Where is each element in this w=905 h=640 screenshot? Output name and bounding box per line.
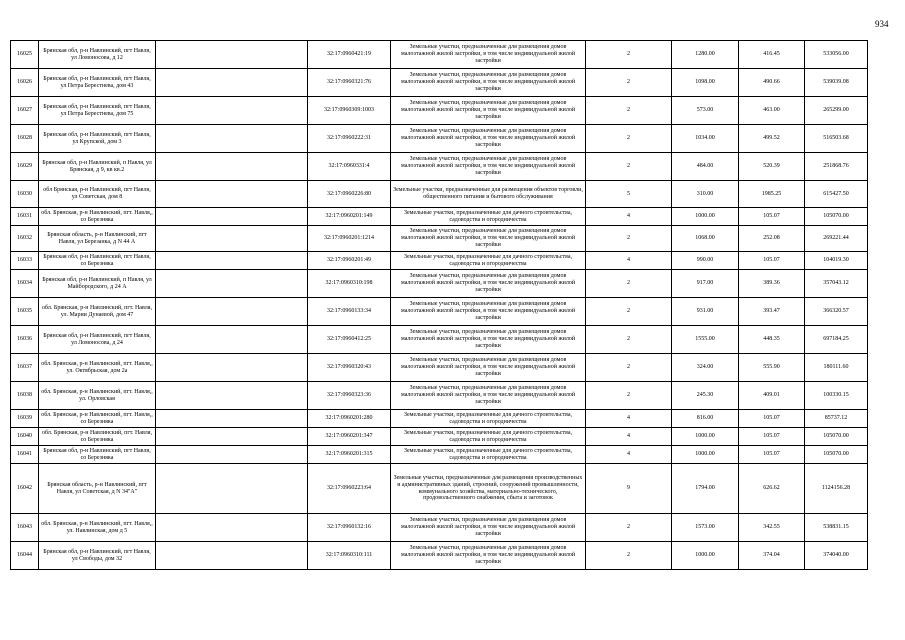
category-cell: 2 <box>586 153 672 181</box>
land-use-cell: Земельные участки, предназначенные для размещения домов малоэтажной жилой застройки, в том числе индивидуальной жилой застройки <box>391 354 586 382</box>
blank-cell <box>156 354 308 382</box>
address-cell: обл. Брянская, р-н Навлинский, пгт. Навля,, со Березняка <box>39 208 156 226</box>
area-cell: 1000.00 <box>672 446 739 464</box>
land-use-cell: Земельные участки, предназначенные для размещения домов малоэтажной жилой застройки, в том числе индивидуальной жилой застройки <box>391 153 586 181</box>
address-cell: Брянская обл, р-н Навлинский, пгт Навля, ул Петра Берестнева, дом 43 <box>39 69 156 97</box>
area-cell: 931.00 <box>672 298 739 326</box>
cadastral-value-cell: 516503.68 <box>805 125 868 153</box>
table-row <box>11 428 868 446</box>
area-cell: 1555.00 <box>672 326 739 354</box>
cadastral-value-cell: 1124156.28 <box>805 464 868 514</box>
cadastral-value-cell: 85737.12 <box>805 410 868 428</box>
cadastral-value-cell: 251868.76 <box>805 153 868 181</box>
table-row <box>11 446 868 464</box>
specific-value-cell: 105.07 <box>739 252 805 270</box>
cadastral-value-cell: 265299.00 <box>805 97 868 125</box>
table-row <box>11 97 868 125</box>
cadastral-number-cell: 32:17:0960226:80 <box>308 181 391 208</box>
specific-value-cell: 448.35 <box>739 326 805 354</box>
cadastral-value-cell: 615427.50 <box>805 181 868 208</box>
category-cell: 2 <box>586 298 672 326</box>
area-cell: 1573.00 <box>672 514 739 542</box>
category-cell: 2 <box>586 542 672 570</box>
cadastral-number-cell: 32:17:0960201:49 <box>308 252 391 270</box>
cadastral-number-cell: 32:17:0960320:43 <box>308 354 391 382</box>
blank-cell <box>156 97 308 125</box>
cadastral-number-cell: 32:17:0960412:25 <box>308 326 391 354</box>
row-number-cell: 16044 <box>11 542 39 570</box>
specific-value-cell: 389.36 <box>739 270 805 298</box>
specific-value-cell: 105.07 <box>739 208 805 226</box>
blank-cell <box>156 208 308 226</box>
area-cell: 1068.00 <box>672 226 739 252</box>
category-cell: 2 <box>586 226 672 252</box>
specific-value-cell: 105.07 <box>739 446 805 464</box>
table-row <box>11 226 868 252</box>
specific-value-cell: 520.39 <box>739 153 805 181</box>
address-cell: Брянская обл, р-н Навлинский, пгт Навля, ул Ломоносова, д 24 <box>39 326 156 354</box>
table-body <box>11 41 868 570</box>
row-number-cell: 16043 <box>11 514 39 542</box>
category-cell: 2 <box>586 270 672 298</box>
land-use-cell: Земельные участки, предназначенные для размещения домов малоэтажной жилой застройки, в том числе индивидуальной жилой застройки <box>391 125 586 153</box>
category-cell: 2 <box>586 382 672 410</box>
row-number-cell: 16033 <box>11 252 39 270</box>
category-cell: 4 <box>586 252 672 270</box>
land-use-cell: Земельные участки, предназначенные для дачного строительства, садоводства и огородничества <box>391 252 586 270</box>
blank-cell <box>156 428 308 446</box>
cadastral-number-cell: 32:17:0960310:111 <box>308 542 391 570</box>
area-cell: 324.00 <box>672 354 739 382</box>
land-use-cell: Земельные участки, предназначенные для дачного строительства, садоводства и огородничества <box>391 410 586 428</box>
land-use-cell: Земельные участки, предназначенные для размещения домов малоэтажной жилой застройки, в том числе индивидуальной жилой застройки <box>391 326 586 354</box>
cadastral-number-cell: 32:17:0960132:16 <box>308 514 391 542</box>
specific-value-cell: 105.07 <box>739 410 805 428</box>
cadastral-value-cell: 105070.00 <box>805 208 868 226</box>
row-number-cell: 16029 <box>11 153 39 181</box>
cadastral-value-cell: 366320.57 <box>805 298 868 326</box>
area-cell: 1034.00 <box>672 125 739 153</box>
category-cell: 5 <box>586 181 672 208</box>
category-cell: 2 <box>586 69 672 97</box>
blank-cell <box>156 153 308 181</box>
category-cell: 2 <box>586 354 672 382</box>
cadastral-value-cell: 105070.00 <box>805 446 868 464</box>
land-use-cell: Земельные участки, предназначенные для размещения домов малоэтажной жилой застройки, в том числе индивидуальной жилой застройки <box>391 69 586 97</box>
specific-value-cell: 416.45 <box>739 41 805 69</box>
row-number-cell: 16032 <box>11 226 39 252</box>
area-cell: 990.00 <box>672 252 739 270</box>
row-number-cell: 16041 <box>11 446 39 464</box>
specific-value-cell: 342.55 <box>739 514 805 542</box>
blank-cell <box>156 514 308 542</box>
table-row <box>11 326 868 354</box>
blank-cell <box>156 542 308 570</box>
address-cell: обл. Брянская, р-н Навлинский, пгт. Навля,, ул. Навлинская, дом д 5 <box>39 514 156 542</box>
area-cell: 573.00 <box>672 97 739 125</box>
cadastral-value-cell: 100330.15 <box>805 382 868 410</box>
category-cell: 2 <box>586 97 672 125</box>
land-use-cell: Земельные участки, предназначенные для дачного строительства, садоводства и огородничества <box>391 208 586 226</box>
cadastral-number-cell: 32:17:0960201:149 <box>308 208 391 226</box>
land-use-cell: Земельные участки, предназначенные для дачного строительства, садоводства и огородничества <box>391 428 586 446</box>
category-cell: 4 <box>586 446 672 464</box>
specific-value-cell: 490.66 <box>739 69 805 97</box>
cadastral-value-cell: 105070.00 <box>805 428 868 446</box>
cadastral-number-cell: 32:17:0960310:198 <box>308 270 391 298</box>
row-number-cell: 16028 <box>11 125 39 153</box>
specific-value-cell: 555.90 <box>739 354 805 382</box>
address-cell: Брянская обл, р-н Навлинский, пгт Навля, ул Крупской, дом 3 <box>39 125 156 153</box>
land-use-cell: Земельные участки, предназначенные для размещения домов малоэтажной жилой застройки, в том числе индивидуальной жилой застройки <box>391 382 586 410</box>
row-number-cell: 16027 <box>11 97 39 125</box>
row-number-cell: 16038 <box>11 382 39 410</box>
row-number-cell: 16031 <box>11 208 39 226</box>
cadastral-number-cell: 32:17:0960421:19 <box>308 41 391 69</box>
cadastral-value-cell: 539039.08 <box>805 69 868 97</box>
land-use-cell: Земельные участки, предназначенные для размещения домов малоэтажной жилой застройки, в том числе индивидуальной жилой застройки <box>391 226 586 252</box>
address-cell: Брянская обл, р-н Навлинский, пгт Навля, ул Ломоносова, д 12 <box>39 41 156 69</box>
land-use-cell: Земельные участки, предназначенные для размещения производственных и административных зданий, строений, сооружений промышленности, коммунального хозяйства, материально-технического, продовольственного снабжения, сбыта и заготовок <box>391 464 586 514</box>
category-cell: 2 <box>586 514 672 542</box>
category-cell: 2 <box>586 326 672 354</box>
table-row <box>11 41 868 69</box>
blank-cell <box>156 298 308 326</box>
land-use-cell: Земельные участки, предназначенные для размещения домов малоэтажной жилой застройки, в том числе индивидуальной жилой застройки <box>391 97 586 125</box>
table-row <box>11 298 868 326</box>
table-row <box>11 153 868 181</box>
address-cell: Брянская область, р-н Навлинский, пгт Навля, ул Советская, д N 34"А" <box>39 464 156 514</box>
blank-cell <box>156 125 308 153</box>
blank-cell <box>156 181 308 208</box>
category-cell: 4 <box>586 428 672 446</box>
address-cell: Брянская обл, р-н Навлинский, пгт Навля, ул Петра Берестнева, дом 75 <box>39 97 156 125</box>
area-cell: 1098.00 <box>672 69 739 97</box>
land-use-cell: Земельные участки, предназначенные для размещения домов малоэтажной жилой застройки, в том числе индивидуальной жилой застройки <box>391 41 586 69</box>
cadastral-number-cell: 32:17:0960321:76 <box>308 69 391 97</box>
table-row <box>11 270 868 298</box>
blank-cell <box>156 326 308 354</box>
blank-cell <box>156 252 308 270</box>
table-row <box>11 69 868 97</box>
category-cell: 4 <box>586 410 672 428</box>
cadastral-value-cell: 357043.12 <box>805 270 868 298</box>
area-cell: 245.30 <box>672 382 739 410</box>
land-use-cell: Земельные участки, предназначенные для размещения домов малоэтажной жилой застройки, в том числе индивидуальной жилой застройки <box>391 514 586 542</box>
table-row <box>11 410 868 428</box>
specific-value-cell: 252.08 <box>739 226 805 252</box>
land-use-cell: Земельные участки, предназначенные для размещения домов малоэтажной жилой застройки, в том числе индивидуальной жилой застройки <box>391 270 586 298</box>
row-number-cell: 16025 <box>11 41 39 69</box>
specific-value-cell: 374.04 <box>739 542 805 570</box>
address-cell: обл. Брянская, р-н Навлинский, пгт. Навля,, ул. Орловская <box>39 382 156 410</box>
address-cell: обл Брянская, р-н Навлинский, пгт Навля, ул Советская, дом 8 <box>39 181 156 208</box>
address-cell: Брянская обл, р-н Навлинский, п Навля, ул Майбородского, д 24 А <box>39 270 156 298</box>
area-cell: 816.00 <box>672 410 739 428</box>
table-row <box>11 181 868 208</box>
area-cell: 310.00 <box>672 181 739 208</box>
area-cell: 1000.00 <box>672 208 739 226</box>
blank-cell <box>156 410 308 428</box>
area-cell: 1000.00 <box>672 428 739 446</box>
specific-value-cell: 499.52 <box>739 125 805 153</box>
cadastral-number-cell: 32:17:0960309:1003 <box>308 97 391 125</box>
address-cell: Брянская обл, р-н Навлинский, пгт Навля, со Березняка <box>39 252 156 270</box>
blank-cell <box>156 446 308 464</box>
cadastral-value-cell: 374040.00 <box>805 542 868 570</box>
table-row <box>11 252 868 270</box>
address-cell: обл. Брянская, р-н Навлинский, пгт. Навля,, со Березняка <box>39 410 156 428</box>
blank-cell <box>156 226 308 252</box>
blank-cell <box>156 382 308 410</box>
specific-value-cell: 626.62 <box>739 464 805 514</box>
table-row <box>11 354 868 382</box>
table-row <box>11 382 868 410</box>
blank-cell <box>156 270 308 298</box>
cadastral-number-cell: 32:17:0960223:64 <box>308 464 391 514</box>
category-cell: 4 <box>586 208 672 226</box>
specific-value-cell: 1985.25 <box>739 181 805 208</box>
address-cell: Брянская обл, р-н Навлинский, пгт Навля, со Березняка <box>39 446 156 464</box>
blank-cell <box>156 69 308 97</box>
cadastral-number-cell: 32:17:0960133:34 <box>308 298 391 326</box>
table-row <box>11 464 868 514</box>
cadastral-value-cell: 697184.25 <box>805 326 868 354</box>
cadastral-value-cell: 538831.15 <box>805 514 868 542</box>
specific-value-cell: 409.01 <box>739 382 805 410</box>
cadastral-value-cell: 180111.60 <box>805 354 868 382</box>
cadastral-number-cell: 32:17:0960201:280 <box>308 410 391 428</box>
row-number-cell: 16035 <box>11 298 39 326</box>
address-cell: Брянская обл, р-н Навлинский, п Навля, ул Брянская, д 9, кв кв.2 <box>39 153 156 181</box>
row-number-cell: 16039 <box>11 410 39 428</box>
table-row <box>11 208 868 226</box>
table-row <box>11 514 868 542</box>
table-row <box>11 542 868 570</box>
category-cell: 9 <box>586 464 672 514</box>
specific-value-cell: 393.47 <box>739 298 805 326</box>
land-use-cell: Земельные участки, предназначенные для размещения домов малоэтажной жилой застройки, в том числе индивидуальной жилой застройки <box>391 542 586 570</box>
page-number: 934 <box>875 19 889 29</box>
row-number-cell: 16037 <box>11 354 39 382</box>
specific-value-cell: 105.07 <box>739 428 805 446</box>
area-cell: 1000.00 <box>672 542 739 570</box>
category-cell: 2 <box>586 41 672 69</box>
address-cell: обл. Брянская, р-н Навлинский, пгт. Навля, ул. Марии Дунаевой, дом 47 <box>39 298 156 326</box>
blank-cell <box>156 41 308 69</box>
address-cell: обл. Брянская, р-н Навлинский, пгт. Навля,, ул. Октябрьская, дом 2а <box>39 354 156 382</box>
cadastral-value-cell: 533056.00 <box>805 41 868 69</box>
land-use-cell: Земельные участки, предназначенные для размещения домов малоэтажной жилой застройки, в том числе индивидуальной жилой застройки <box>391 298 586 326</box>
cadastral-value-table <box>10 40 868 570</box>
area-cell: 484.00 <box>672 153 739 181</box>
cadastral-value-cell: 104019.30 <box>805 252 868 270</box>
land-use-cell: Земельные участки, предназначенные для дачного строительства, садоводства и огородничества <box>391 446 586 464</box>
area-cell: 917.00 <box>672 270 739 298</box>
row-number-cell: 16036 <box>11 326 39 354</box>
row-number-cell: 16040 <box>11 428 39 446</box>
table-row <box>11 125 868 153</box>
area-cell: 1794.00 <box>672 464 739 514</box>
address-cell: обл. Брянская, р-н Навлинский, пгт. Навля, со Березняка <box>39 428 156 446</box>
cadastral-number-cell: 32:17:0960201:347 <box>308 428 391 446</box>
cadastral-number-cell: 32:17:0960331:4 <box>308 153 391 181</box>
cadastral-number-cell: 32:17:0960201:315 <box>308 446 391 464</box>
row-number-cell: 16034 <box>11 270 39 298</box>
area-cell: 1280.00 <box>672 41 739 69</box>
land-use-cell: Земельные участки, предназначенные для размещения объектов торговли, общественного питания и бытового обслуживания <box>391 181 586 208</box>
category-cell: 2 <box>586 125 672 153</box>
blank-cell <box>156 464 308 514</box>
cadastral-number-cell: 32:17:0960323:36 <box>308 382 391 410</box>
specific-value-cell: 463.00 <box>739 97 805 125</box>
address-cell: Брянская область, р-н Навлинский, пгт Навля, ул Березанка, д N 44 А <box>39 226 156 252</box>
cadastral-number-cell: 32:17:0960201:1214 <box>308 226 391 252</box>
row-number-cell: 16026 <box>11 69 39 97</box>
row-number-cell: 16030 <box>11 181 39 208</box>
address-cell: Брянская обл, р-н Навлинский, пгт Навля, ул Свободы, дом 32 <box>39 542 156 570</box>
cadastral-number-cell: 32:17:0960222:31 <box>308 125 391 153</box>
row-number-cell: 16042 <box>11 464 39 514</box>
cadastral-value-cell: 269221.44 <box>805 226 868 252</box>
